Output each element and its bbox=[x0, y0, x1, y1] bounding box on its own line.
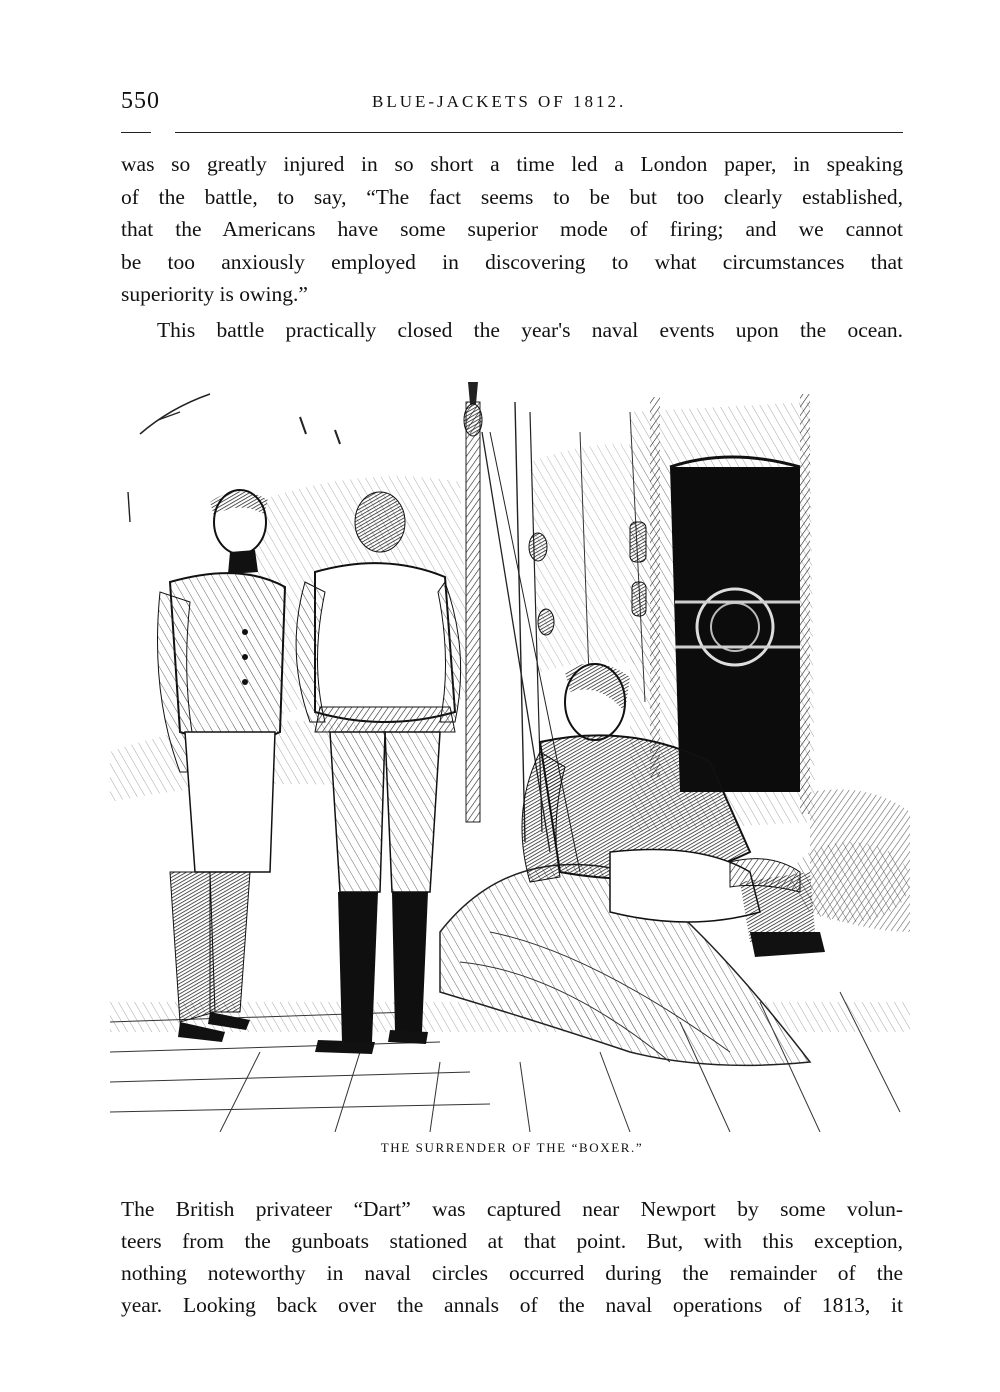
paragraph-3 bbox=[121, 1193, 903, 1321]
text-line: that the Americans have some superior mode of firing; and we cannot bbox=[121, 217, 903, 242]
text-line: nothing noteworthy in naval circles occurred during the remainder of the bbox=[121, 1261, 903, 1285]
text-line: be too anxiously employed in discovering to what circumstances that bbox=[121, 249, 903, 274]
paragraph-1 bbox=[121, 148, 903, 311]
text-line: The British privateer “Dart” was captured near Newport by some volun- bbox=[121, 1197, 903, 1221]
illustration-surrender-of-the-boxer bbox=[110, 372, 910, 1132]
page-number: 550 bbox=[121, 88, 160, 114]
text-line: This battle practically closed the year's naval events upon the ocean. bbox=[157, 318, 903, 342]
text-line: superiority is owing.” bbox=[121, 282, 308, 307]
illustration-caption: THE SURRENDER OF THE “BOXER.” bbox=[380, 1140, 644, 1155]
paragraph-2 bbox=[121, 314, 903, 347]
text-line: of the battle, to say, “The fact seems to be but too clearly established, bbox=[121, 184, 903, 209]
text-line: was so greatly injured in so short a time led a London paper, in speaking bbox=[121, 152, 903, 176]
header-rule-short bbox=[121, 132, 151, 133]
running-head: BLUE-JACKETS OF 1812. bbox=[372, 92, 627, 111]
text-line: year. Looking back over the annals of the naval operations of 1813, it bbox=[121, 1293, 903, 1317]
text-line: teers from the gunboats stationed at that point. But, with this exception, bbox=[121, 1229, 903, 1253]
header-rule bbox=[175, 132, 903, 133]
